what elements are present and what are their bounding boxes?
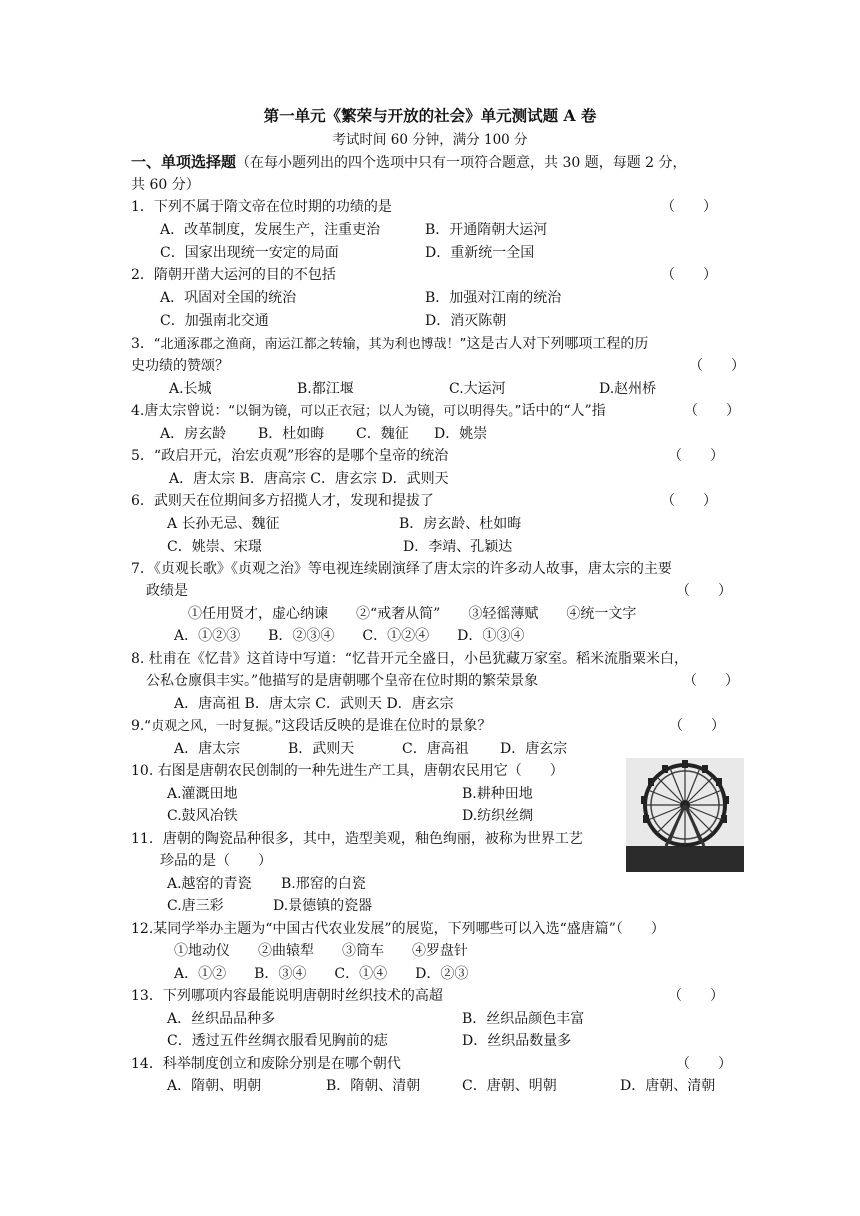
q3-stem bbox=[131, 333, 648, 356]
page-subtitle: 考试时间 60 分钟，满分 100 分 bbox=[332, 132, 528, 148]
q6-answer-blank: （ ） bbox=[661, 493, 717, 509]
q13-option-d: D．丝织品数量多 bbox=[462, 1033, 572, 1049]
q4-quote: “以铜为镜，可以正衣冠；以人为镜，可以明得失。” bbox=[228, 404, 522, 419]
q1-stem: 1．下列不属于隋文帝在位时期的功绩的是 bbox=[131, 199, 392, 215]
q13-option-c: C．透过五件丝绸衣服看见胸前的痣 bbox=[167, 1033, 388, 1049]
q2-option-b: B．加强对江南的统治 bbox=[425, 290, 562, 306]
q13-answer-blank: （ ） bbox=[668, 988, 724, 1004]
section-note: （在每小题列出的四个选项中只有一项符合题意，共 30 题，每题 2 分， bbox=[236, 155, 687, 171]
section-note-cont: 共 60 分） bbox=[131, 177, 200, 193]
q4-option-c: C．魏征 bbox=[356, 426, 409, 442]
q11-stem: 11．唐朝的陶瓷品种很多，其中，造型美观，釉色绚丽，被称为世界工艺 bbox=[131, 831, 583, 847]
q3-quote: “北通涿郡之渔商，南运江都之转输，其为利也博哉！” bbox=[153, 337, 467, 352]
q5-options: A．唐太宗 B．唐高宗 C．唐玄宗 D．武则天 bbox=[169, 471, 449, 487]
q11-option-d: D.景德镇的瓷器 bbox=[273, 898, 373, 914]
waterwheel-figure bbox=[626, 758, 744, 872]
q8-stem-cont: 公私仓廪俱丰实。”他描写的是唐朝哪个皇帝在位时期的繁荣景象 bbox=[146, 673, 539, 689]
page-title: 第一单元《繁荣与开放的社会》单元测试题 A 卷 bbox=[263, 106, 597, 125]
q13-stem: 13．下列哪项内容最能说明唐朝时丝织技术的高超 bbox=[131, 988, 443, 1004]
q2-option-a: A．巩固对全国的统治 bbox=[160, 290, 297, 306]
q7-stem: 7．《贞观长歌》《贞观之治》等电视连续剧演绎了唐太宗的许多动人故事，唐太宗的主要 bbox=[131, 561, 672, 577]
q5-stem: 5．“政启开元，治宏贞观”形容的是哪个皇帝的统治 bbox=[131, 448, 449, 464]
q4-option-a: A．房玄龄 bbox=[160, 426, 227, 442]
q9-option-c: C．唐高祖 bbox=[402, 741, 469, 757]
q11-option-a: A.越窑的青瓷 bbox=[167, 876, 252, 892]
q12-stem: 12.某同学举办主题为“中国古代农业发展”的展览，下列哪些可以入选“盛唐篇”（ ） bbox=[131, 921, 665, 937]
q13-option-a: A．丝织品品种多 bbox=[167, 1011, 276, 1027]
q3-stem-rest: 这是古人对下列哪项工程的历 bbox=[466, 336, 649, 352]
q10-option-a: A.灌溉田地 bbox=[167, 786, 238, 802]
q7-items: ①任用贤才，虚心纳谏 ②“戒奢从简” ③轻徭薄赋 ④统一文字 bbox=[188, 606, 637, 622]
q11-stem-cont: 珍品的是（ ） bbox=[160, 853, 272, 869]
q11-option-b: B.邢窑的白瓷 bbox=[281, 876, 366, 892]
q9-answer-blank: （ ） bbox=[669, 718, 725, 734]
q10-option-b: B.耕种田地 bbox=[462, 786, 533, 802]
q1-option-d: D．重新统一全国 bbox=[425, 245, 535, 261]
q11-option-c: C.唐三彩 bbox=[167, 898, 224, 914]
q4-stem-start: 4.唐太宗曾说： bbox=[131, 403, 229, 419]
q3-number: 3． bbox=[131, 336, 154, 352]
q9-option-a: A．唐太宗 bbox=[174, 741, 241, 757]
waterwheel-icon bbox=[626, 758, 744, 872]
q8-stem: 8. 杜甫在《忆昔》这首诗中写道：“忆昔开元全盛日，小邑犹藏万家室。稻米流脂粟米白， bbox=[131, 651, 688, 667]
q13-option-b: B．丝织品颜色丰富 bbox=[462, 1011, 585, 1027]
q1-option-a: A．改革制度，发展生产，注重吏治 bbox=[160, 222, 381, 238]
q9-number: 9. bbox=[131, 718, 145, 734]
q7-stem-cont: 政绩是 bbox=[146, 583, 188, 599]
q9-stem-rest: 这段话反映的是谁在位时的景象？ bbox=[281, 718, 492, 734]
q3-option-c: C.大运河 bbox=[449, 381, 506, 397]
q4-stem-rest: 话中的“人”指 bbox=[521, 403, 606, 419]
q14-option-d: D．唐朝、清朝 bbox=[620, 1078, 716, 1094]
q4-answer-blank: （ ） bbox=[684, 403, 740, 419]
q3-option-b: B.都江堰 bbox=[297, 381, 354, 397]
q14-option-b: B．隋朝、清朝 bbox=[326, 1078, 421, 1094]
q10-stem: 10. 右图是唐朝农民创制的一种先进生产工具，唐朝农民用它（ ） bbox=[131, 763, 564, 779]
q2-answer-blank: （ ） bbox=[661, 267, 717, 283]
q12-options: A．①② B．③④ C．①④ D．②③ bbox=[174, 966, 469, 982]
q3-stem-cont: 史功绩的赞颂？ bbox=[131, 358, 229, 374]
q6-option-d: D．李靖、孔颖达 bbox=[403, 539, 513, 555]
q14-option-a: A．隋朝、明朝 bbox=[167, 1078, 262, 1094]
section-heading: 一、单项选择题 bbox=[131, 153, 237, 171]
q1-option-b: B．开通隋朝大运河 bbox=[425, 222, 548, 238]
q9-option-d: D．唐玄宗 bbox=[500, 741, 568, 757]
q3-option-d: D.赵州桥 bbox=[599, 381, 657, 397]
q14-answer-blank: （ ） bbox=[676, 1056, 732, 1072]
q8-options: A．唐高祖 B．唐太宗 C．武则天 D．唐玄宗 bbox=[174, 696, 454, 712]
q3-option-a: A.长城 bbox=[169, 381, 212, 397]
q5-answer-blank: （ ） bbox=[668, 448, 724, 464]
q9-option-b: B．武则天 bbox=[288, 741, 355, 757]
q4-option-d: D．姚崇 bbox=[434, 426, 488, 442]
q12-items: ①地动仪 ②曲辕犁 ③筒车 ④罗盘针 bbox=[174, 943, 468, 959]
q2-option-d: D．消灭陈朝 bbox=[425, 313, 507, 329]
section-heading-line bbox=[131, 151, 687, 174]
q6-option-c: C．姚崇、宋璟 bbox=[167, 539, 262, 555]
q4-option-b: B．杜如晦 bbox=[258, 426, 325, 442]
q10-option-c: C.鼓风冶铁 bbox=[167, 808, 238, 824]
q10-option-d: D.纺织丝绸 bbox=[462, 808, 534, 824]
q6-option-b: B．房玄龄、杜如晦 bbox=[399, 516, 522, 532]
q7-answer-blank: （ ） bbox=[676, 583, 732, 599]
q2-stem: 2．隋朝开凿大运河的目的不包括 bbox=[131, 267, 336, 283]
q1-option-c: C．国家出现统一安定的局面 bbox=[160, 245, 339, 261]
q3-answer-blank: （ ） bbox=[689, 358, 745, 374]
q7-options: A．①②③ B．②③④ C．①②④ D．①③④ bbox=[174, 628, 525, 644]
q9-quote: “贞观之风，一时复振。” bbox=[144, 719, 282, 734]
q8-answer-blank: （ ） bbox=[683, 673, 739, 689]
q6-option-a: A 长孙无忌、魏征 bbox=[167, 516, 280, 532]
q2-option-c: C．加强南北交通 bbox=[160, 313, 269, 329]
q1-answer-blank: （ ） bbox=[661, 199, 717, 215]
q4-stem bbox=[131, 400, 606, 423]
q14-option-c: C．唐朝、明朝 bbox=[462, 1078, 557, 1094]
q9-stem bbox=[131, 715, 491, 738]
q14-stem: 14．科举制度创立和废除分别是在哪个朝代 bbox=[131, 1056, 401, 1072]
q6-stem: 6．武则天在位期间多方招揽人才，发现和提拔了 bbox=[131, 493, 434, 509]
